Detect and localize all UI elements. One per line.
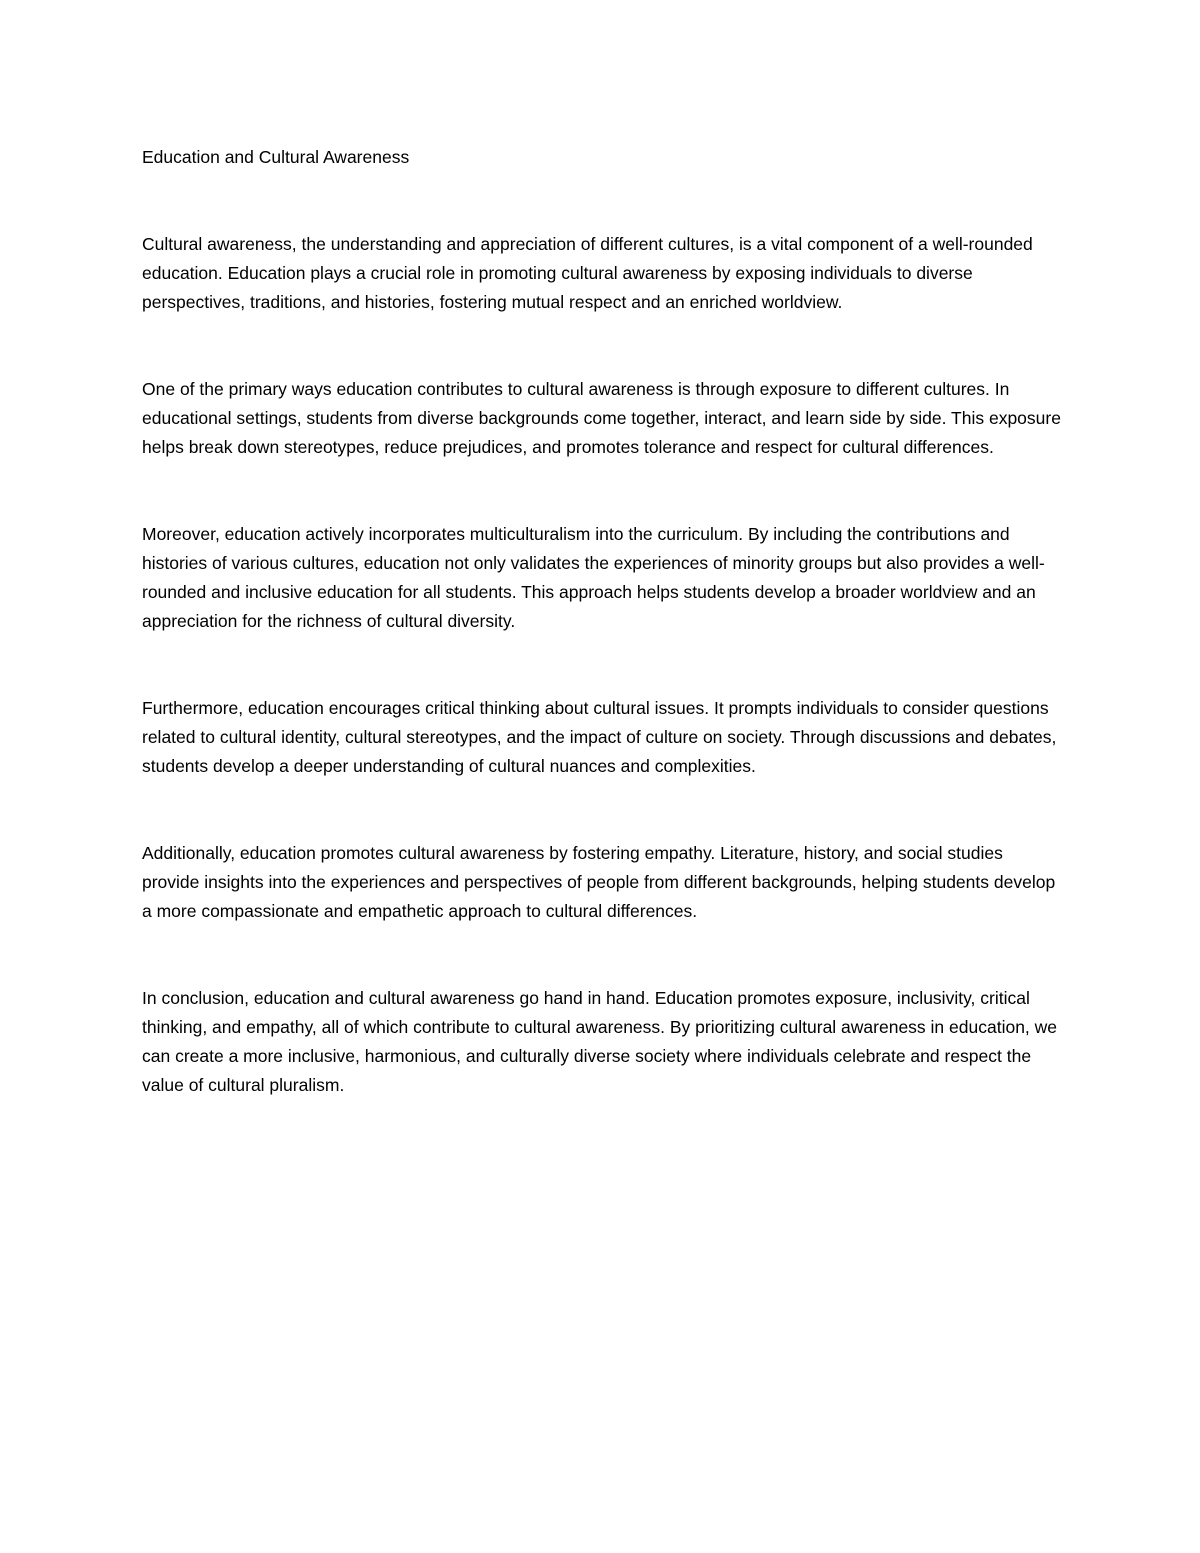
paragraph-critical-thinking: Furthermore, education encourages critical thinking about cultural issues. It prompts individuals to consider questions related to cultural identity, cultural stereotypes, and the impact of culture on society. Through discussions and debates, students develop a deeper understanding of cultural nuances and complexities. bbox=[142, 698, 1057, 776]
paragraph-exposure: One of the primary ways education contributes to cultural awareness is through exposure to different cultures. In educational settings, students from diverse backgrounds come together, interact, and learn side by side. This exposure helps break down stereotypes, reduce prejudices, and promotes tolerance and respect for cultural differences. bbox=[142, 379, 1061, 457]
document-body bbox=[142, 143, 1062, 1100]
document-title: Education and Cultural Awareness bbox=[142, 147, 410, 167]
paragraph-intro: Cultural awareness, the understanding and appreciation of different cultures, is a vital component of a well-rounded education. Education plays a crucial role in promoting cultural awareness by exposing individuals to diverse perspectives, traditions, and histories, fostering mutual respect and an enriched worldview. bbox=[142, 234, 1033, 312]
paragraph-conclusion: In conclusion, education and cultural awareness go hand in hand. Education promotes exposure, inclusivity, critical thinking, and empathy, all of which contribute to cultural awareness. By prioritizing cultural awareness in education, we can create a more inclusive, harmonious, and culturally diverse society where individuals celebrate and respect the value of cultural pluralism. bbox=[142, 988, 1058, 1095]
paragraph-empathy: Additionally, education promotes cultural awareness by fostering empathy. Literature, history, and social studies provide insights into the experiences and perspectives of people from different backgrounds, helping students develop a more compassionate and empathetic approach to cultural differences. bbox=[142, 843, 1056, 921]
paragraph-multiculturalism: Moreover, education actively incorporates multiculturalism into the curriculum. By including the contributions and histories of various cultures, education not only validates the experiences of minority groups but also provides a well-rounded and inclusive education for all students. This approach helps students develop a broader worldview and an appreciation for the richness of cultural diversity. bbox=[142, 524, 1045, 631]
